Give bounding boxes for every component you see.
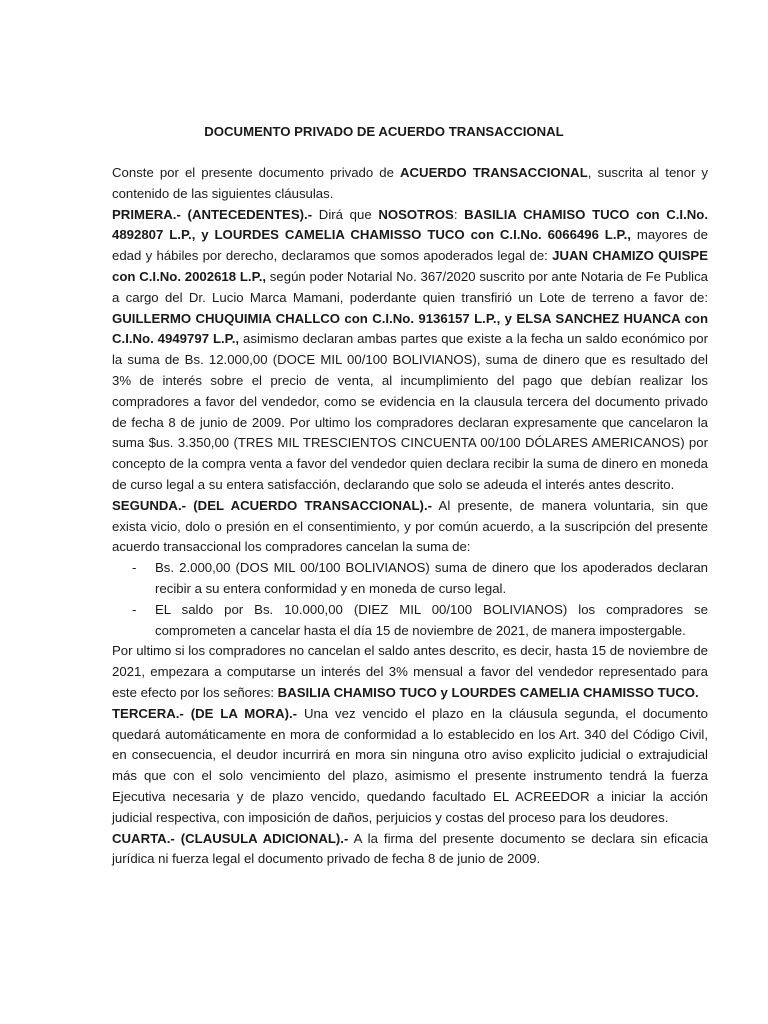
intro-bold-1: ACUERDO TRANSACCIONAL (400, 165, 588, 180)
clause-segunda (112, 496, 708, 558)
list-item-text: Bs. 2.000,00 (DOS MIL 00/100 BOLIVIANOS) suma de dinero que los apoderados declaran recibir a su entera conformidad y en moneda de curso legal. (155, 560, 708, 596)
segunda-text-2: Por ultimo si los compradores no cancelan el saldo antes descrito, es decir, hasta 15 de noviembre de 2021, empezara a computarse un interés del 3% mensual a favor del vendedor representado para este efecto por los señores: (112, 643, 708, 700)
primera-text-3: mayores de edad y hábiles por derecho, declaramos que somos apoderados legal de: (112, 227, 708, 264)
primera-bold-4: GUILLERMO CHUQUIMIA CHALLCO con C.I.No. 9136157 L.P., y ELSA SANCHEZ HUANCA con C.I.No. 4949797 L.P., (112, 310, 708, 347)
clause-tercera-heading: TERCERA.- (DE LA MORA).- (112, 705, 298, 721)
clause-tercera (112, 704, 708, 829)
primera-text-4: según poder Notarial No. 367/2020 suscrito por ante Notaria de Fe Publica a cargo del Dr. Lucio Marca Mamani, poderdante quien transfirió un Lote de terreno a favor de: (112, 268, 708, 305)
primera-bold-2: BASILIA CHAMISO TUCO con C.I.No. 4892807 L.P., y LOURDES CAMELIA CHAMISSO TUCO con C.I.No. 6066496 L.P., (112, 206, 708, 243)
intro-text-1: Conste por el presente documento privado de (112, 165, 400, 180)
primera-bold-1: NOSOTROS (378, 206, 454, 222)
intro-text-2: , suscrita al tenor y contenido de las siguientes cláusulas. (112, 165, 708, 201)
primera-bold-3: JUAN CHAMIZO QUISPE con C.I.No. 2002618 L.P., (112, 248, 708, 284)
intro-paragraph (112, 163, 708, 205)
clause-cuarta-heading: CUARTA.- (CLAUSULA ADICIONAL).- (112, 830, 349, 846)
list-dash: - (132, 560, 137, 576)
segunda-bold-2: BASILIA CHAMISO TUCO y LOURDES CAMELIA CHAMISSO TUCO. (277, 684, 699, 700)
document-title: DOCUMENTO PRIVADO DE ACUERDO TRANSACCIONAL (204, 124, 564, 139)
list-item-text: EL saldo por Bs. 10.000,00 (DIEZ MIL 00/100 BOLIVIANOS) los compradores se comprometen a cancelar hasta el día 15 de noviembre de 2021, de manera impostergable. (155, 601, 708, 638)
segunda-text-1: Al presente, de manera voluntaria, sin que exista vicio, dolo o presión en el consentimiento, y por común acuerdo, a la suscripción del presente acuerdo transaccional los compradores cancelan la suma de: (112, 497, 708, 555)
primera-text-2: : (453, 206, 465, 222)
list-dash: - (132, 601, 137, 617)
clause-segunda-heading: SEGUNDA.- (DEL ACUERDO TRANSACCIONAL).- (112, 497, 432, 513)
tercera-text-1: Una vez vencido el plazo en la cláusula segunda, el documento quedará automáticamente en mora de conformidad a lo establecido en los Art. 340 del Código Civil, en consecuencia, el deudor incurrirá en mora sin ninguna otro aviso explicito judicial o extrajudicial más que con el solo vencimiento del plazo, asimismo el presente instrumento tendrá la fuerza Ejecutiva necesaria y de plazo vencido, quedando facultado EL ACREEDOR a iniciar la acción judicial respectiva, con imposición de daños, perjuicios y costas del proceso para los deudores. (112, 705, 709, 825)
primera-text-1: Dirá que (312, 206, 379, 222)
list-item (112, 558, 708, 600)
primera-text-5: asimismo declaran ambas partes que existe a la fecha un saldo económico por la suma de Bs. 12.000,00 (DOCE MIL 00/100 BOLIVIANOS), suma de dinero que es resultado del 3% de interés sobre el precio de venta, al incumplimiento del pago que debían realizar los compradores a favor del vendedor, como se evidencia en la clausula tercera del documento privado de fecha 8 de junio de 2009. Por ultimo los compradores declaran expresamente que cancelaron la suma $us. 3.350,00 (TRES MIL TRESCIENTOS CINCUENTA 00/100 DÓLARES AMERICANOS) por concepto de la compra venta a favor del vendedor quien declara recibir la suma de dinero en moneda de curso legal a su entera satisfacción, declarando que solo se adeuda el interés antes descrito. (112, 331, 708, 492)
segunda-closing-paragraph (112, 641, 708, 703)
document-body (112, 163, 708, 870)
payment-list (112, 558, 708, 641)
clause-cuarta (112, 829, 708, 871)
clause-primera (112, 205, 708, 496)
cuarta-text-1: A la firma del presente documento se declara sin eficacia jurídica ni fuerza legal el documento privado de fecha 8 de junio de 2009. (112, 830, 708, 867)
clause-primera-heading: PRIMERA.- (ANTECEDENTES).- (112, 206, 313, 222)
list-item (112, 600, 708, 642)
